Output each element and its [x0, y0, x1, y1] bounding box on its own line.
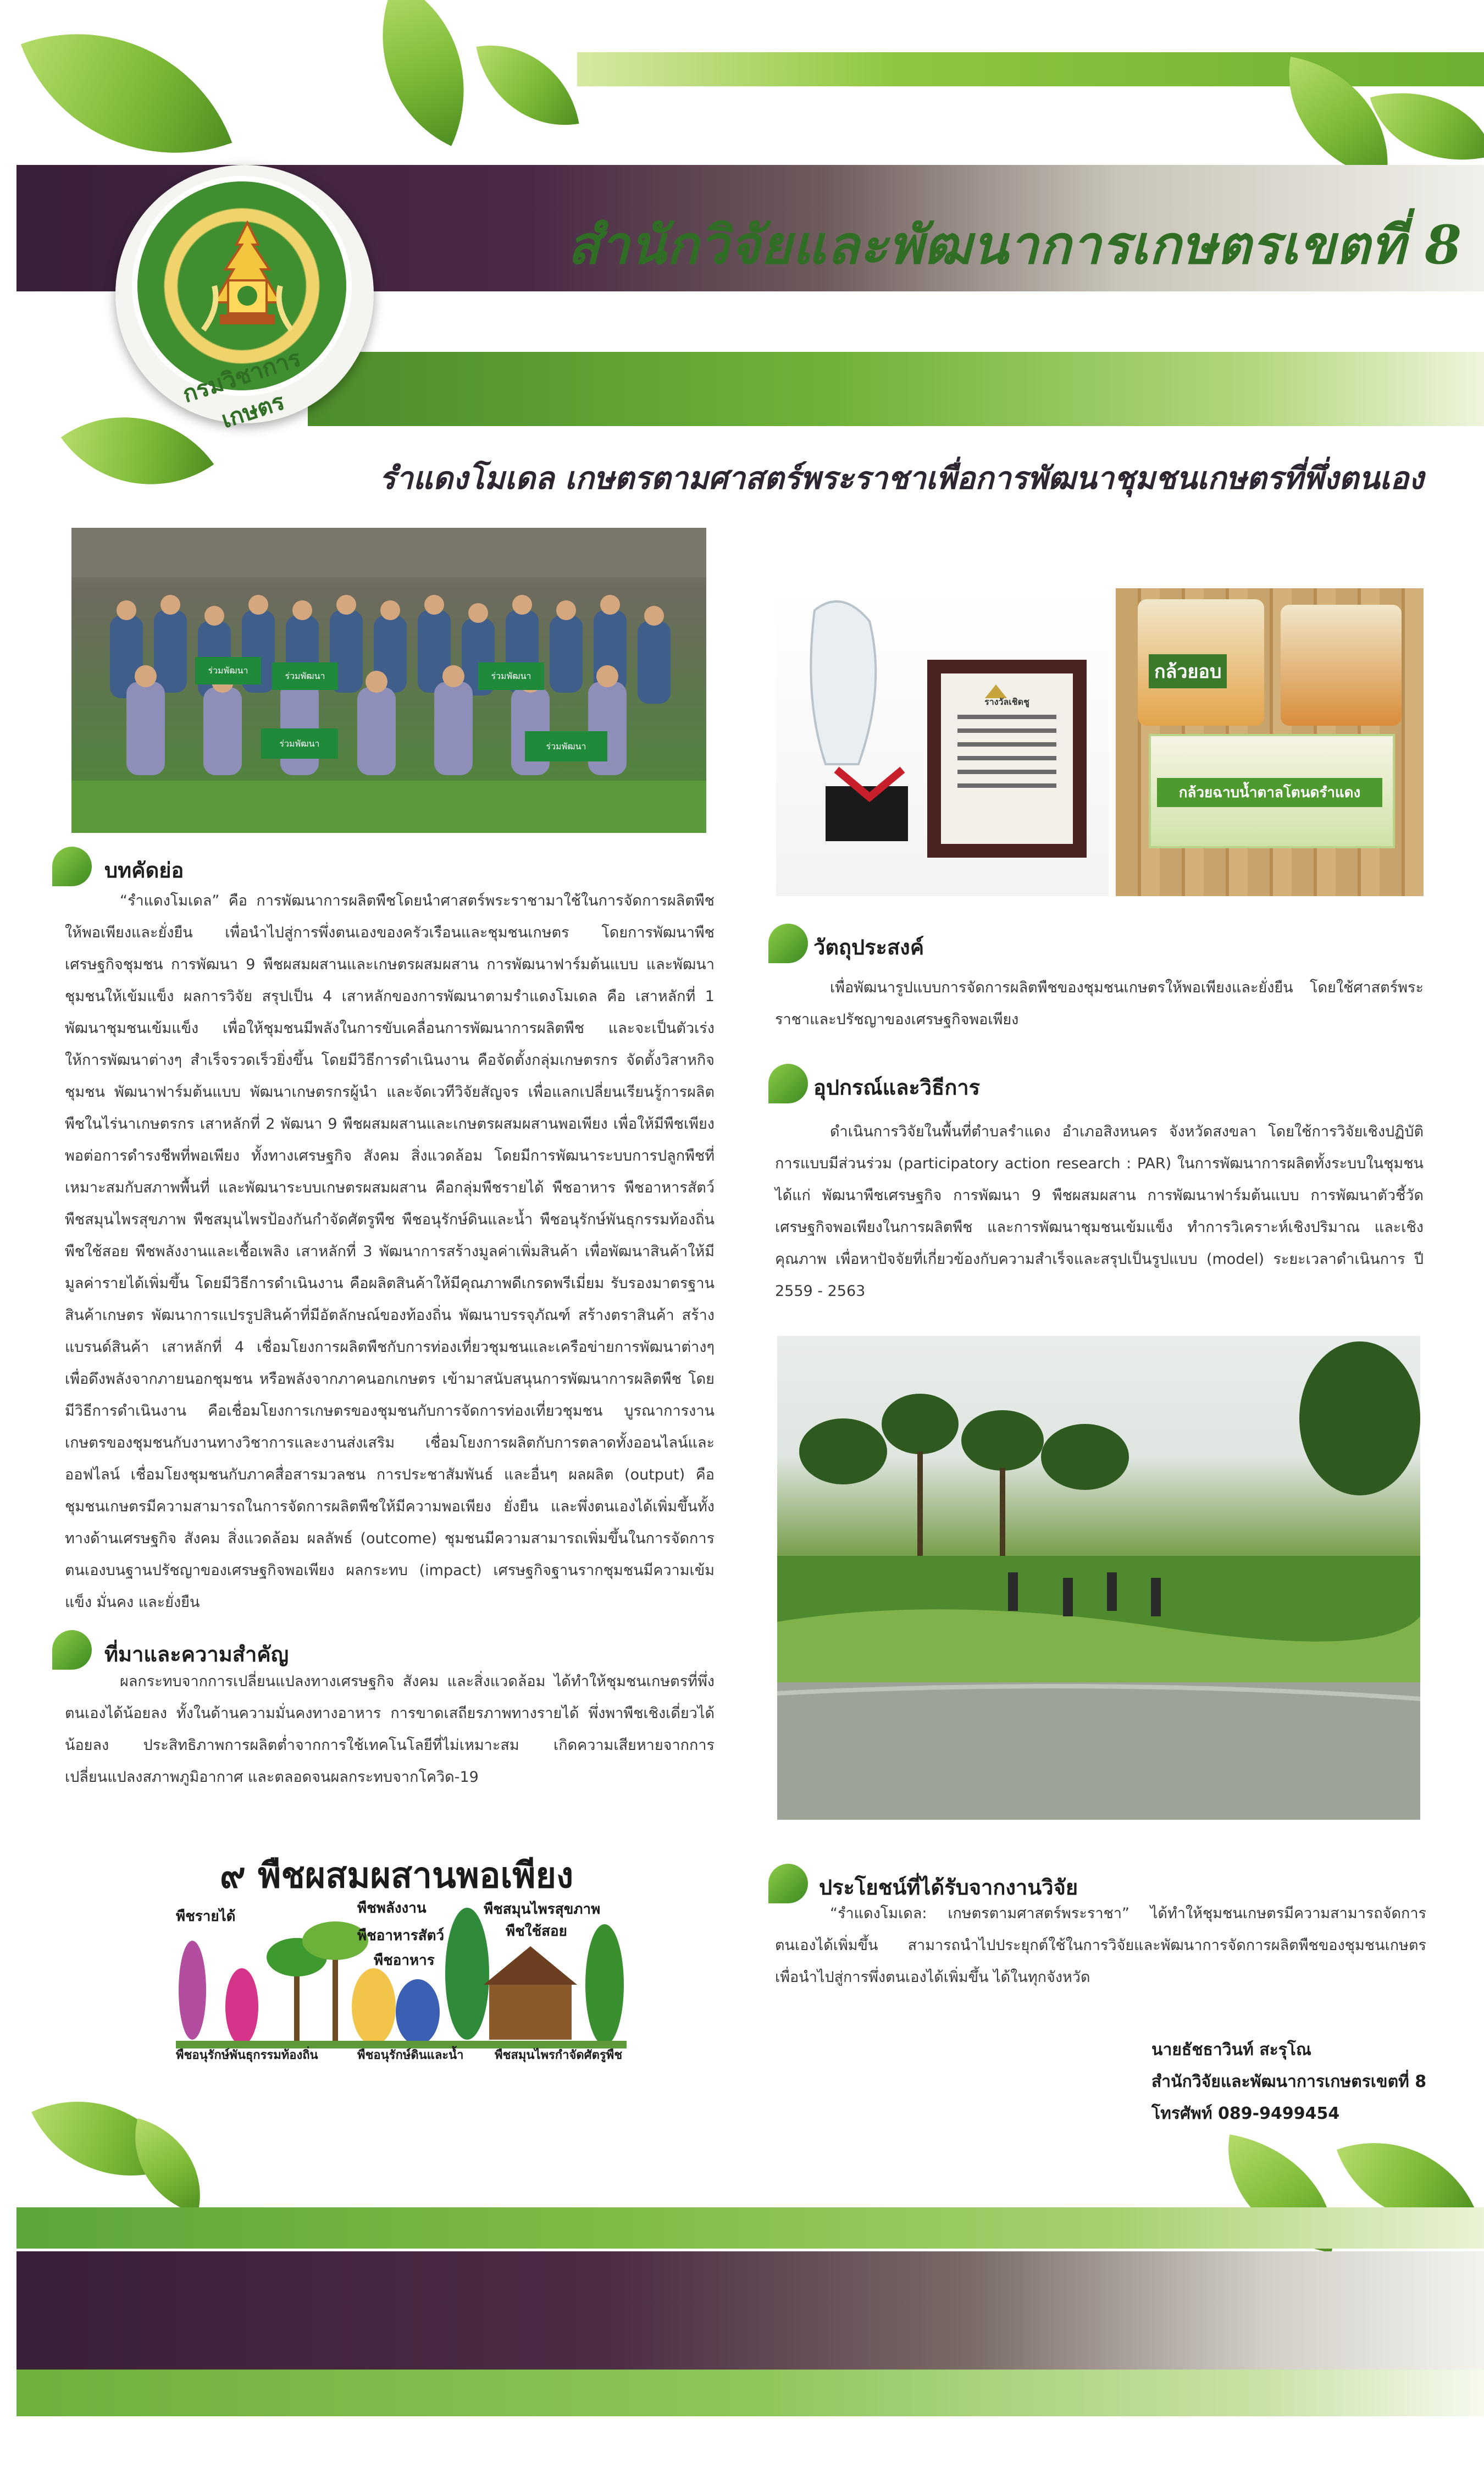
page-subtitle: รำแดงโมเดล เกษตรตามศาสตร์พระราชาเพื่อการพัฒนาชุมชนเกษตรที่พึ่งตนเอง [379, 461, 1424, 496]
header-green-band [577, 52, 1484, 86]
decor-leaf [342, 0, 505, 146]
footer-dark-band [16, 2251, 1484, 2370]
background-text: ผลกระทบจากการเปลี่ยนแปลงทางเศรษฐกิจ สังคม และสิ่งแวดล้อม ได้ทำให้ชุมชนเกษตรที่พึ่งตนเองได้น้อยลง ทั้งในด้านความมั่นคงทางอาหาร การขาดเสถียรภาพทางรายได้ พึ่งพาพืชเชิงเดี่ยวได้น้อยลง ประสิทธิภาพการผลิตต่ำจากการใช้เทคโนโลยีที่ไม่เหมาะสม เกิดความเสียหายจากการเปลี่ยนแปลงสภาพภูมิอากาศ และตลอดจนผลกระทบจากโควิด-19 [65, 1673, 715, 1786]
author-signature [1151, 2034, 1426, 2130]
header-green-band-lower [308, 352, 1484, 426]
field-photo [777, 1336, 1420, 1820]
infographic-title: ๙ พืชผสมผสานพอเพียง [220, 1856, 574, 1896]
abstract-heading: บทคัดย่อ [104, 858, 184, 882]
crop-label: พืชอาหาร [374, 1952, 435, 1969]
crop-label: พืชพลังงาน [357, 1900, 427, 1917]
product-bag [1281, 605, 1402, 726]
field-illustration [777, 1336, 1420, 1820]
product-label: กล้วยอบ [1149, 654, 1227, 688]
crop-label: พืชอนุรักษ์พันธุกรรมท้องถิ่น [176, 2048, 318, 2062]
objective-text: เพื่อพัฒนารูปแบบการจัดการผลิตพืชของชุมชนเกษตรให้พอเพียงและยั่งยืน โดยใช้ศาสตร์พระราชาและปรัชญาของเศรษฐกิจพอเพียง [775, 979, 1424, 1028]
department-logo [115, 165, 374, 434]
group-sign: ร่วมพัฒนา [261, 728, 338, 759]
background-section-icon [52, 1630, 92, 1670]
group-photo [71, 528, 706, 833]
decor-leaf [476, 31, 579, 139]
objective-heading: วัตถุประสงค์ [813, 935, 924, 959]
methods-section-icon [768, 1064, 808, 1103]
author-phone: โทรศัพท์ 089-9499454 [1151, 2104, 1340, 2123]
award-illustration [776, 588, 1109, 896]
crop-label: พืชอาหารสัตว์ [357, 1928, 445, 1944]
benefits-text: “รำแดงโมเดล: เกษตรตามศาสตร์พระราชา” ได้ทำให้ชุมชนเกษตรมีความสามารถจัดการตนเองได้เพิ่มขึ้น สามารถนำไปประยุกต์ใช้ในการวิจัยและพัฒนาการจัดการผลิตพืชของชุมชนเกษตร เพื่อนำไปสู่การพึ่งตนเองได้เพิ่มขึ้น ได้ในทุกจังหวัด [775, 1905, 1426, 1986]
abstract-text: “รำแดงโมเดล” คือ การพัฒนาการผลิตพืชโดยนำศาสตร์พระราชามาใช้ในการจัดการผลิตพืชให้พอเพียงและยั่งยืน เพื่อนำไปสู่การพึ่งตนเองของครัวเรือนและชุมชนเกษตร โดยการพัฒนาพืชเศรษฐกิจชุมชน การพัฒนา 9 พืชผสมผสานและเกษตรผสมผสาน การพัฒนาฟาร์มต้นแบบ และพัฒนาชุมชนให้เข้มแข็ง ผลการวิจัย สรุปเป็น 4 เสาหลักของการพัฒนาตามรำแดงโมเดล คือ เสาหลักที่ 1 พัฒนาชุมชนเข้มแข็ง เพื่อให้ชุมชนมีพลังในการขับเคลื่อนการพัฒนาการผลิตพืช และจะเป็นตัวเร่งให้การพัฒนาต่างๆ สำเร็จรวดเร็วยิ่งขึ้น โดยมีวิธีการดำเนินงาน คือจัดตั้งกลุ่มเกษตรกร จัดตั้งวิสาหกิจชุมชน พัฒนาฟาร์มต้นแบบ พัฒนาเกษตรกรผู้นำ และจัดเวทีวิจัยสัญจร เพื่อแลกเปลี่ยนเรียนรู้การผลิตพืชในไร่นาเกษตรกร เสาหลักที่ 2 พัฒนา 9 พืชผสมผสานและเกษตรผสมผสานพอเพียง เพื่อให้มีพืชเพียงพอต่อการดำรงชีพที่พอเพียง ทั้งทางเศรษฐกิจ สังคม สิ่งแวดล้อม โดยมีการพัฒนาระบบการปลูกพืชที่เหมาะสมกับสภาพพื้นที่ และพัฒนาระบบเกษตรผสมผสาน คือกลุ่มพืชรายได้ พืชอาหาร พืชอาหารสัตว์ พืชสมุนไพรสุขภาพ พืชสมุนไพรป้องกันกำจัดศัตรูพืช พืชอนุรักษ์ดินและน้ำ พืชอนุรักษ์พันธุกรรมท้องถิ่น พืชใช้สอย พืชพลังงานและเชื้อเพลิง เสาหลักที่ 3 พัฒนาการสร้างมูลค่าเพิ่มสินค้า เพื่อพัฒนาสินค้าให้มีมูลค่ารายได้เพิ่มขึ้น โดยมีวิธีการดำเนินงาน คือผลิตสินค้าให้มีคุณภาพดีเกรดพรีเมี่ยม รับรองมาตรฐานสินค้าเกษตร พัฒนาการแปรรูปสินค้าที่มีอัตลักษณ์ของท้องถิ่น พัฒนาบรรจุภัณฑ์ สร้างตราสินค้า สร้างแบรนด์สินค้า เสาหลักที่ 4 เชื่อมโยงการผลิตพืชกับการท่องเที่ยวชุมชนและเครือข่ายการพัฒนาต่างๆ เพื่อดึงพลังจากภายนอกชุมชน หรือพลังจากภาคนอกเกษตร เข้ามาสนับสนุนการพัฒนาการผลิตพืช โดยมีวิธีการดำเนินงาน คือเชื่อมโยงการเกษตรของชุมชนกับการจัดการท่องเที่ยวชุมชน บูรณาการงานเกษตรของชุมชนกับงานทางวิชาการและงานส่งเสริม เชื่อมโยงการผลิตกับการตลาดทั้งออนไลน์และออฟไลน์ เชื่อมโยงชุมชนกับภาคสื่อสารมวลชน การประชาสัมพันธ์ และอื่นๆ ผลผลิต (output) คือ ชุมชนเกษตรมีความสามารถในการจัดการผลิตพืชให้มีความพอเพียง ยั่งยืน และพึ่งตนเองได้เพิ่มขึ้นทั้งทางด้านเศรษฐกิจ สังคม สิ่งแวดล้อม ผลลัพธ์ (outcome) ชุมชนมีความสามารถเพิ่มขึ้นในการจัดการตนเองบนฐานปรัชญาของเศรษฐกิจพอเพียง ผลกระทบ (impact) เศรษฐกิจฐานรากชุมชนมีความเข้มแข็ง มั่นคง และยั่งยืน [65, 892, 715, 1611]
nine-crops-infographic [176, 1847, 627, 2062]
author-name: นายธัชธาวินท์ สะรุโณ [1151, 2040, 1311, 2059]
group-sign: ร่วมพัฒนา [525, 731, 607, 761]
product-box-label: กล้วยฉาบน้ำตาลโตนดรำแดง [1157, 778, 1382, 807]
author-organization: สำนักวิจัยและพัฒนาการเกษตรเขตที่ 8 [1151, 2072, 1427, 2091]
page-title: สำนักวิจัยและพัฒนาการเกษตรเขตที่ 8 [567, 214, 1462, 276]
group-sign: ร่วมพัฒนา [195, 657, 261, 684]
crop-label: พืชใช้สอย [506, 1923, 567, 1940]
abstract-section-icon [52, 847, 92, 886]
crop-label: พืชรายได้ [176, 1908, 236, 1925]
footer-green-band-bottom [16, 2370, 1484, 2416]
award-photo [776, 588, 1109, 896]
award-certificate-title: รางวัลเชิดชู [984, 697, 1029, 707]
group-sign: ร่วมพัฒนา [272, 662, 338, 690]
temple-emblem-icon [198, 220, 297, 341]
crop-label: พืชอนุรักษ์ดินและน้ำ [357, 2048, 464, 2062]
footer-green-band [16, 2207, 1484, 2249]
objective-section-icon [768, 924, 808, 963]
group-sign: ร่วมพัฒนา [478, 662, 544, 690]
crop-label: พืชสมุนไพรสุขภาพ [484, 1901, 601, 1918]
group-photo-illustration [71, 528, 706, 833]
methods-heading: อุปกรณ์และวิธีการ [813, 1075, 981, 1100]
background-heading: ที่มาและความสำคัญ [104, 1642, 289, 1666]
product-photo [1116, 588, 1424, 896]
methods-text: ดำเนินการวิจัยในพื้นที่ตำบลรำแดง อำเภอสิงหนคร จังหวัดสงขลา โดยใช้การวิจัยเชิงปฏิบัติการแบบมีส่วนร่วม (participatory action research : PAR) ในการพัฒนาการผลิตทั้งระบบในชุมชน ได้แก่ พัฒนาพืชเศรษฐกิจ การพัฒนา 9 พืชผสมผสาน การพัฒนาฟาร์มต้นแบบ การพัฒนาตัวชี้วัดเศรษฐกิจพอเพียงในการผลิตพืช และการพัฒนาชุมชนเข้มแข็ง ทำการวิเคราะห์เชิงปริมาณ และเชิงคุณภาพ เพื่อหาปัจจัยที่เกี่ยวข้องกับความสำเร็จและสรุปเป็นรูปแบบ (model) ระยะเวลาดำเนินการ ปี 2559 - 2563 [775, 1123, 1424, 1300]
crop-label: พืชสมุนไพรกำจัดศัตรูพืช [495, 2048, 623, 2062]
logo-caption: กรมวิชาการเกษตร [179, 344, 304, 434]
benefits-heading: ประโยชน์ที่ได้รับจากงานวิจัย [819, 1875, 1078, 1899]
